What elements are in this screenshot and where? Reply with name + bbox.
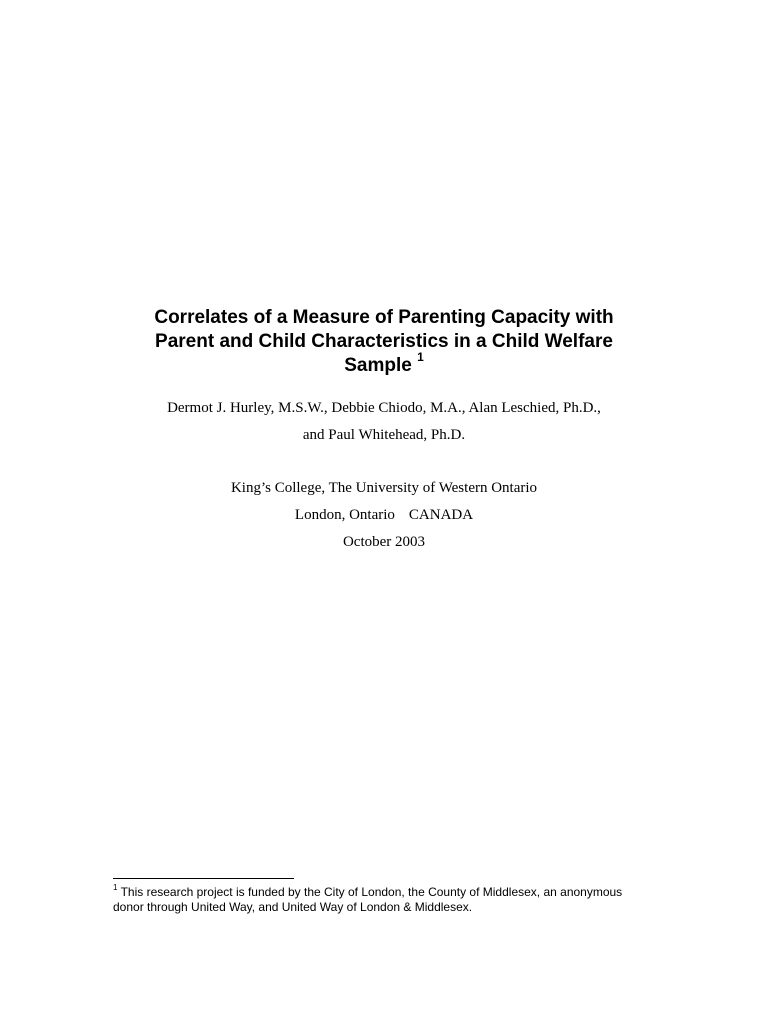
authors-line-2: and Paul Whitehead, Ph.D. — [302, 427, 466, 443]
paper-title — [100, 306, 668, 378]
footnote-separator — [113, 878, 294, 879]
title-line-1: Correlates of a Measure of Parenting Capacity with — [154, 307, 614, 328]
affiliation-institution: King’s College, The University of Western Ontario — [230, 480, 538, 496]
footnote — [113, 885, 673, 915]
title-line-2: Parent and Child Characteristics in a Child Welfare — [155, 331, 613, 352]
title-footnote-marker: 1 — [417, 349, 424, 364]
authors-line-1: Dermot J. Hurley, M.S.W., Debbie Chiodo, M.A., Alan Leschied, Ph.D., — [167, 400, 601, 416]
footnote-text-line-1: This research project is funded by the City of London, the County of Middlesex, an anonymous — [117, 885, 623, 899]
affiliation-location — [60, 506, 708, 524]
footnote-text-line-2: donor through United Way, and United Way of London & Middlesex. — [113, 900, 473, 914]
affiliation-date: October 2003 — [342, 534, 426, 550]
affiliation-country: CANADA — [408, 507, 474, 523]
title-line-3: Sample — [344, 355, 412, 376]
affiliation-city: London, Ontario — [294, 507, 395, 523]
footnote-marker: 1 — [113, 883, 118, 892]
